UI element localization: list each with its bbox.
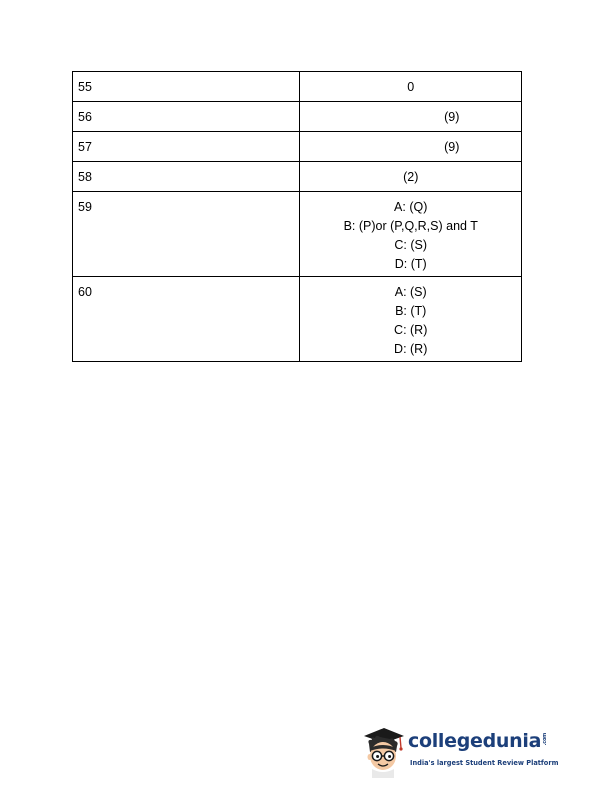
answer-line: D: (R) bbox=[394, 342, 428, 356]
question-number: 55 bbox=[73, 72, 300, 102]
answer-cell bbox=[300, 277, 522, 362]
answer-cell bbox=[300, 72, 522, 102]
brand-tagline: India's largest Student Review Platform bbox=[410, 759, 559, 767]
answer-value: 0 bbox=[407, 80, 415, 94]
question-number: 60 bbox=[73, 277, 300, 362]
answer-line: A: (Q) bbox=[394, 200, 428, 214]
brand-name bbox=[408, 730, 548, 752]
answer-line: A: (S) bbox=[394, 285, 427, 299]
brand-suffix: .com bbox=[542, 732, 549, 745]
answer-cell bbox=[300, 132, 522, 162]
table-row bbox=[73, 277, 522, 362]
table-row bbox=[73, 72, 522, 102]
brand-wordmark: collegedunia bbox=[408, 730, 542, 752]
collegedunia-logo bbox=[360, 722, 559, 782]
question-number: 57 bbox=[73, 132, 300, 162]
answer-value: (9) bbox=[444, 140, 460, 154]
answer-cell bbox=[300, 192, 522, 277]
answer-line: B: (P)or (P,Q,R,S) and T bbox=[343, 219, 478, 233]
answer-value: (9) bbox=[444, 110, 460, 124]
answer-line: B: (T) bbox=[395, 304, 427, 318]
question-number: 56 bbox=[73, 102, 300, 132]
answer-cell bbox=[300, 162, 522, 192]
table-row bbox=[73, 162, 522, 192]
table-row bbox=[73, 192, 522, 277]
student-mascot-icon bbox=[360, 722, 406, 778]
table-row bbox=[73, 102, 522, 132]
answer-line: C: (S) bbox=[394, 238, 428, 252]
answer-cell bbox=[300, 102, 522, 132]
answer-line: C: (R) bbox=[394, 323, 428, 337]
answer-line: D: (T) bbox=[394, 257, 427, 271]
question-number: 59 bbox=[73, 192, 300, 277]
answer-value: (2) bbox=[403, 170, 419, 184]
answer-key-table bbox=[72, 71, 522, 362]
table-row bbox=[73, 132, 522, 162]
question-number: 58 bbox=[73, 162, 300, 192]
